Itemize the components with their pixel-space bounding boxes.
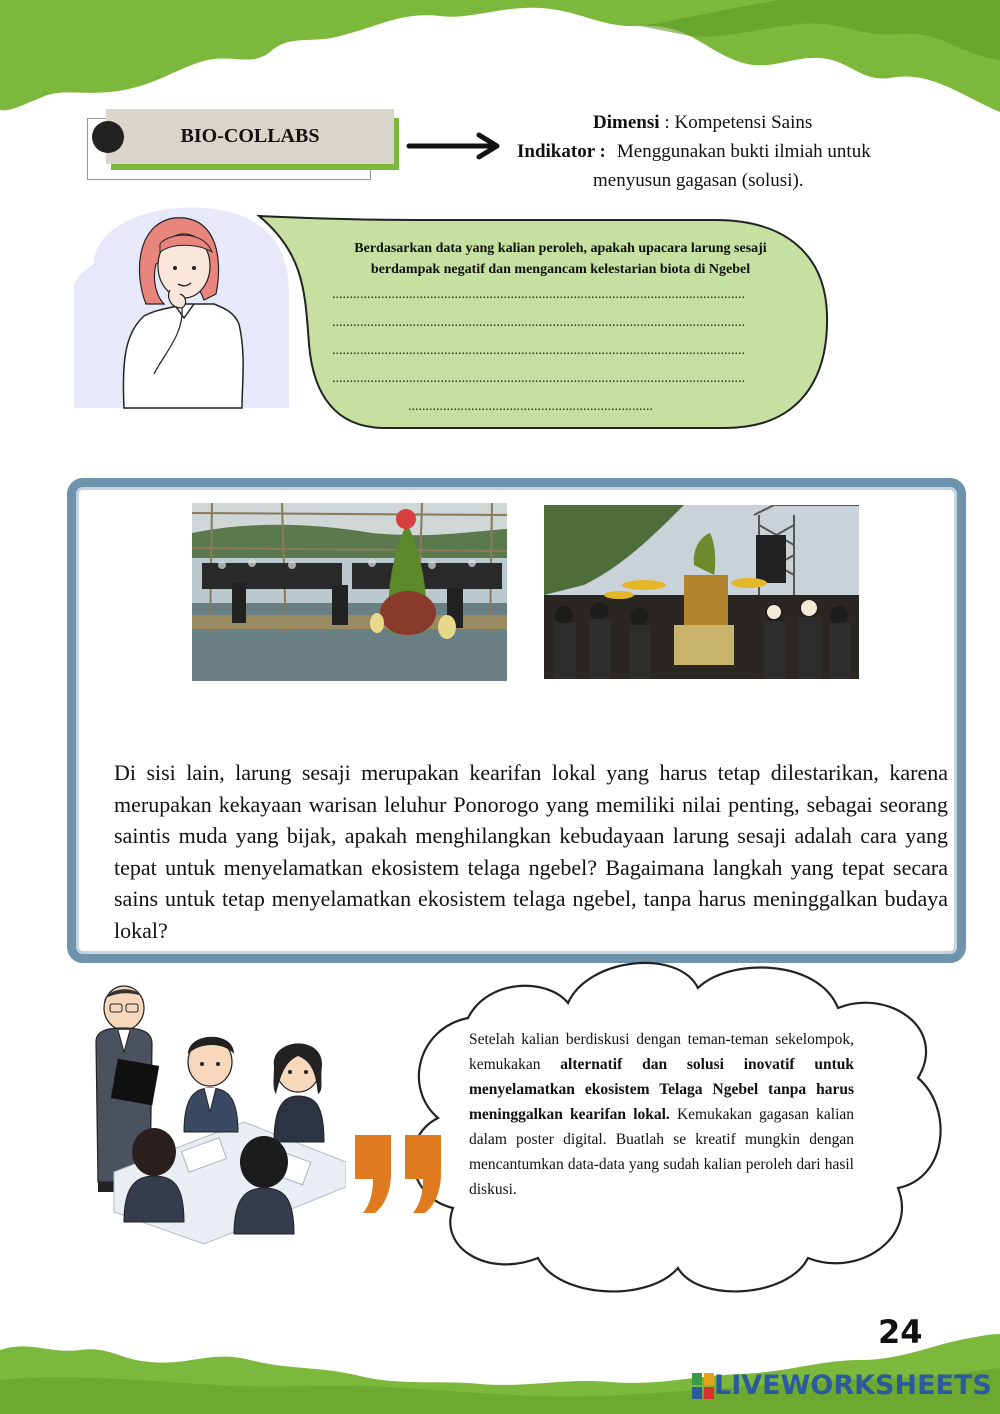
arrow-right-icon bbox=[405, 131, 505, 161]
dimensi-value: : Kompetensi Sains bbox=[664, 112, 813, 133]
cloud-instruction bbox=[469, 1027, 854, 1202]
page-number: 24 bbox=[878, 1313, 923, 1351]
dimensi-label: Dimensi bbox=[593, 112, 660, 133]
indikator-label: Indikator : bbox=[517, 141, 606, 162]
tag-dot bbox=[92, 121, 124, 153]
competency-info bbox=[505, 108, 925, 195]
cloud-intro: Setelah kalian berdiskusi dengan teman-teman sekelompok, kemukakan bbox=[469, 1031, 854, 1073]
cloud-bold: alternatif dan solusi inovatif untuk menyelamatkan ekosistem Telaga Ngebel tanpa harus meninggalkan kearifan lokal. bbox=[469, 1056, 855, 1123]
indikator-value-2: menyusun gagasan (solusi). bbox=[593, 170, 804, 191]
answer-line-1[interactable]: ...................................................................................................................... bbox=[332, 288, 745, 302]
quote-mark-icon bbox=[353, 1133, 445, 1215]
answer-line-3[interactable]: ...................................................................................................................... bbox=[332, 344, 745, 358]
question-text: Berdasarkan data yang kalian peroleh, apakah upacara larung sesaji berdampak negatif dan mengancam kelestarian biota di Ngebel bbox=[354, 241, 767, 277]
answer-line-2[interactable]: ...................................................................................................................... bbox=[332, 316, 745, 330]
answer-line-4[interactable]: ...................................................................................................................... bbox=[332, 372, 745, 386]
cloud-outro: Kemukakan gagasan kalian dalam poster digital. Buatlah se kreatif mungkin dengan mencantumkan data-data yang sudah kalian peroleh dari hasil diskusi. bbox=[469, 1106, 855, 1198]
answer-line-5[interactable]: ...................................................................... bbox=[408, 400, 653, 414]
brand-icon bbox=[692, 1373, 714, 1399]
larung-sesaji-lake-photo bbox=[192, 503, 507, 681]
larung-sesaji-procession-photo bbox=[544, 505, 859, 679]
body-paragraph: Di sisi lain, larung sesaji merupakan kearifan lokal yang harus tetap dilestarikan, karena merupakan kekayaan warisan leluhur Ponorogo yang memiliki nilai penting, sebagai seorang saintis muda yang bijak, apakah menghilangkan kebudayaan larung sesaji adalah cara yang tepat untuk menyelamatkan ekosistem telaga ngebel? Bagaimana langkah yang tepat secara sains untuk tetap menyelamatkan ekosistem telaga ngebel, tanpa harus meninggalkan budaya lokal? bbox=[114, 760, 948, 943]
brand-logo bbox=[692, 1370, 992, 1401]
brand-name: LIVEWORKSHEETS bbox=[714, 1370, 992, 1401]
meeting-people-illustration bbox=[84, 982, 346, 1244]
section-tag: BIO-COLLABS bbox=[106, 109, 394, 164]
indikator-value-1: Menggunakan bukti ilmiah untuk bbox=[616, 141, 871, 162]
